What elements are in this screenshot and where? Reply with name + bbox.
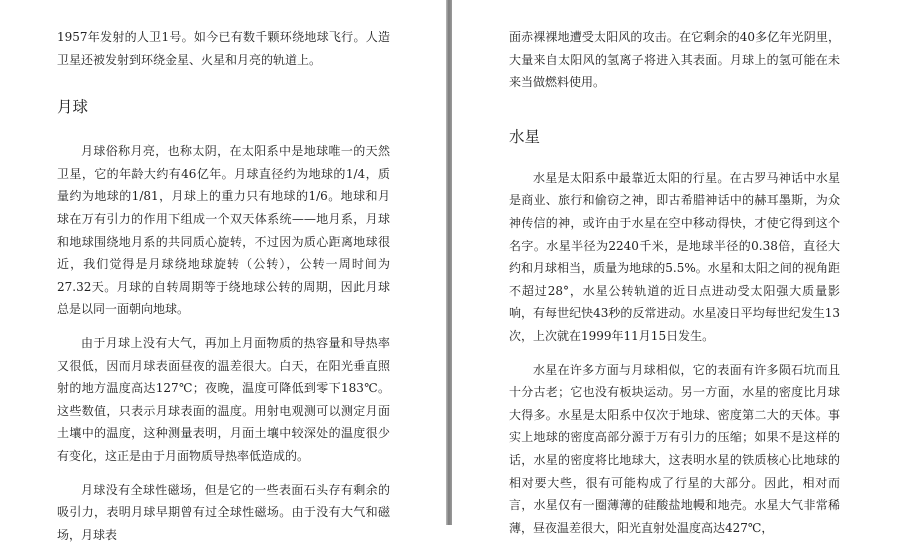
left-page-content (0, 0, 446, 546)
moon-heading: 月球 (57, 95, 390, 119)
right-lead-paragraph: 面赤裸裸地遭受太阳风的攻击。在它剩余的40多亿年光阴里，大量来自太阳风的氢离子将进入其表面。月球上的氢可能在未来当做燃料使用。 (509, 26, 840, 94)
right-page (452, 0, 900, 525)
moon-paragraph-1: 月球俗称月亮，也称太阴，在太阳系中是地球唯一的天然卫星，它的年龄大约有46亿年。月球直径约为地球的1/4，质量约为地球的1/81，月球上的重力只有地球的1/6。地球和月球在万有引力的作用下组成一个双天体系统——地月系，月球和地球围绕地月系的共同质心旋转，不过因为质心距离地球很近，我们觉得是月球绕地球旋转（公转），公转一周时间为27.32天。月球的自转周期等于绕地球公转的周期，因此月球总是以同一面朝向地球。 (57, 140, 390, 321)
mercury-heading: 水星 (509, 125, 840, 149)
mercury-paragraph-2: 水星在许多方面与月球相似，它的表面有许多陨石坑而且十分古老；它也没有板块运动。另一方面，水星的密度比月球大得多。水星是太阳系中仅次于地球、密度第二大的天体。事实上地球的密度高部分源于万有引力的压缩；如果不是这样的话，水星的密度将比地球大，这表明水星的铁质核心比地球的相对要大些，很有可能构成了行星的大部分。因此，相对而言，水星仅有一圈薄薄的硅酸盐地幔和地壳。水星大气非常稀薄，昼夜温差很大，阳光直射处温度高达427℃， (509, 359, 840, 540)
left-page (0, 0, 446, 525)
right-page-content (452, 0, 900, 539)
left-lead-paragraph: 1957年发射的人卫1号。如今已有数千颗环绕地球飞行。人造卫星还被发射到环绕金星、火星和月亮的轨道上。 (57, 26, 390, 71)
mercury-paragraph-1: 水星是太阳系中最靠近太阳的行星。在古罗马神话中水星是商业、旅行和偷窃之神，即古希腊神话中的赫耳墨斯，为众神传信的神，或许由于水星在空中移动得快，才使它得到这个名字。水星半径为2240千米，是地球半径的0.38倍，直径大约和月球相当，质量为地球的5.5%。水星和太阳之间的视角距不超过28°，水星公转轨道的近日点进动受太阳强大质量影响，有每世纪快43秒的反常进动。水星凌日平均每世纪发生13次，上次就在1999年11月15日发生。 (509, 167, 840, 348)
moon-paragraph-2: 由于月球上没有大气，再加上月面物质的热容量和导热率又很低，因而月球表面昼夜的温差很大。白天，在阳光垂直照射的地方温度高达127℃；夜晚，温度可降低到零下183℃。这些数值，只表示月球表面的温度。用射电观测可以测定月面土壤中的温度，这种测量表明，月面土壤中较深处的温度很少有变化，这正是由于月面物质导热率低造成的。 (57, 332, 390, 468)
moon-paragraph-3: 月球没有全球性磁场，但是它的一些表面石头存有剩余的吸引力，表明月球早期曾有过全球性磁场。由于没有大气和磁场，月球表 (57, 479, 390, 546)
